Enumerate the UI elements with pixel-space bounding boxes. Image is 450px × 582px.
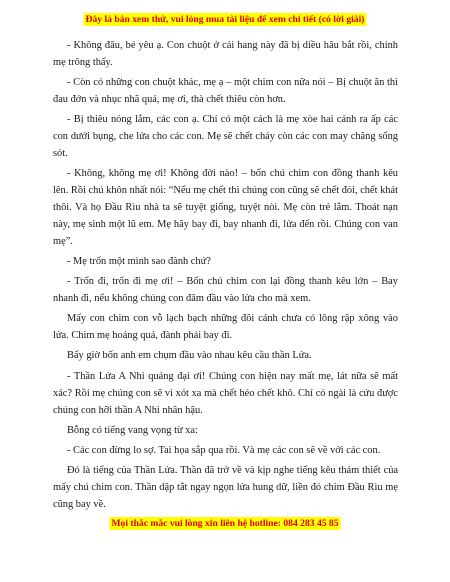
paragraph: - Không đâu, bé yêu ạ. Con chuột ở cái hang này đã bị diều hâu bắt rồi, chính mẹ trông thấy. (53, 40, 398, 68)
preview-notice-banner: Đây là bản xem thử, vui lòng mua tài liệu để xem chi tiết (có lời giải) (85, 14, 365, 25)
paragraph: Mấy con chim con vỗ lạch bạch những đôi cánh chưa có lông rập xông vào lửa. Chim mẹ hoảng quá, đành phải bay đi. (53, 313, 398, 342)
paragraph: - Thần Lửa A Nhi quảng đại ơi! Chúng con hiện nay mất mẹ, lát nữa sẽ mất xác? Rồi mẹ chúng con sẽ vì xót xa mà chết héo chết khô. Chỉ có ngài là cứu được chúng con hỡi thần A Nhi nhân hậu. (53, 370, 398, 416)
paragraph: - Còn có những con chuột khác, mẹ ạ – một chim con nữa nói – Bị chuột ăn thì đau đớn và nhục nhã quá, mẹ ơi, thà chết thiêu còn hơn. (53, 77, 398, 106)
story-text (53, 38, 398, 517)
paragraph: - Trốn đi, trốn đi mẹ ơi! – Bốn chú chim con lại đồng thanh kêu lớn – Bay nhanh đi, nếu không chúng con đâm đầu vào lửa cho mà xem. (53, 276, 398, 305)
paragraph: - Các con đừng lo sợ. Tai họa sắp qua rồi. Và mẹ các con sẽ về với các con. (67, 444, 381, 456)
paragraph: Bỗng có tiếng vang vọng từ xa: (67, 424, 198, 436)
paragraph: Đó là tiếng của Thần Lửa. Thần đã trở về và kịp nghe tiếng kêu thảm thiết của mấy chú chim con. Thần dập tắt ngay ngọn lửa hung dữ, liền đó chim Đầu Rìu mẹ cũng bay về. (53, 465, 398, 510)
paragraph: - Bị thiêu nóng lắm, các con ạ. Chỉ có một cách là mẹ xòe hai cánh ra ấp các con dưới bụng, che lửa cho các con. Mẹ sẽ chết cháy còn các con may chăng sống sót. (53, 114, 398, 160)
paragraph: - Mẹ trốn một mình sao đành chứ? (67, 256, 211, 268)
paragraph: - Không, không mẹ ơi! Không đời nào! – bốn chú chim con đồng thanh kêu lên. Rồi chú khôn nhất nói: “Nếu mẹ chết thì chúng con cũng sẽ chết đói, chết khát thôi. Và họ Đầu Rìu nhà ta sẽ tuyệt giống, tuyệt nòi. Mẹ còn trẻ lắm. Thoát nạn này, mẹ sinh một lũ em. Mẹ hãy bay đi, bay nhanh đi, lửa đến rồi. Chúng con van mẹ”. (53, 168, 398, 247)
paragraph: Bấy giờ bốn anh em chụm đầu vào nhau kêu cầu thần Lửa. (67, 350, 312, 362)
hotline-banner: Mọi thắc mắc vui lòng xin liên hệ hotline: 084 283 45 85 (111, 518, 339, 529)
